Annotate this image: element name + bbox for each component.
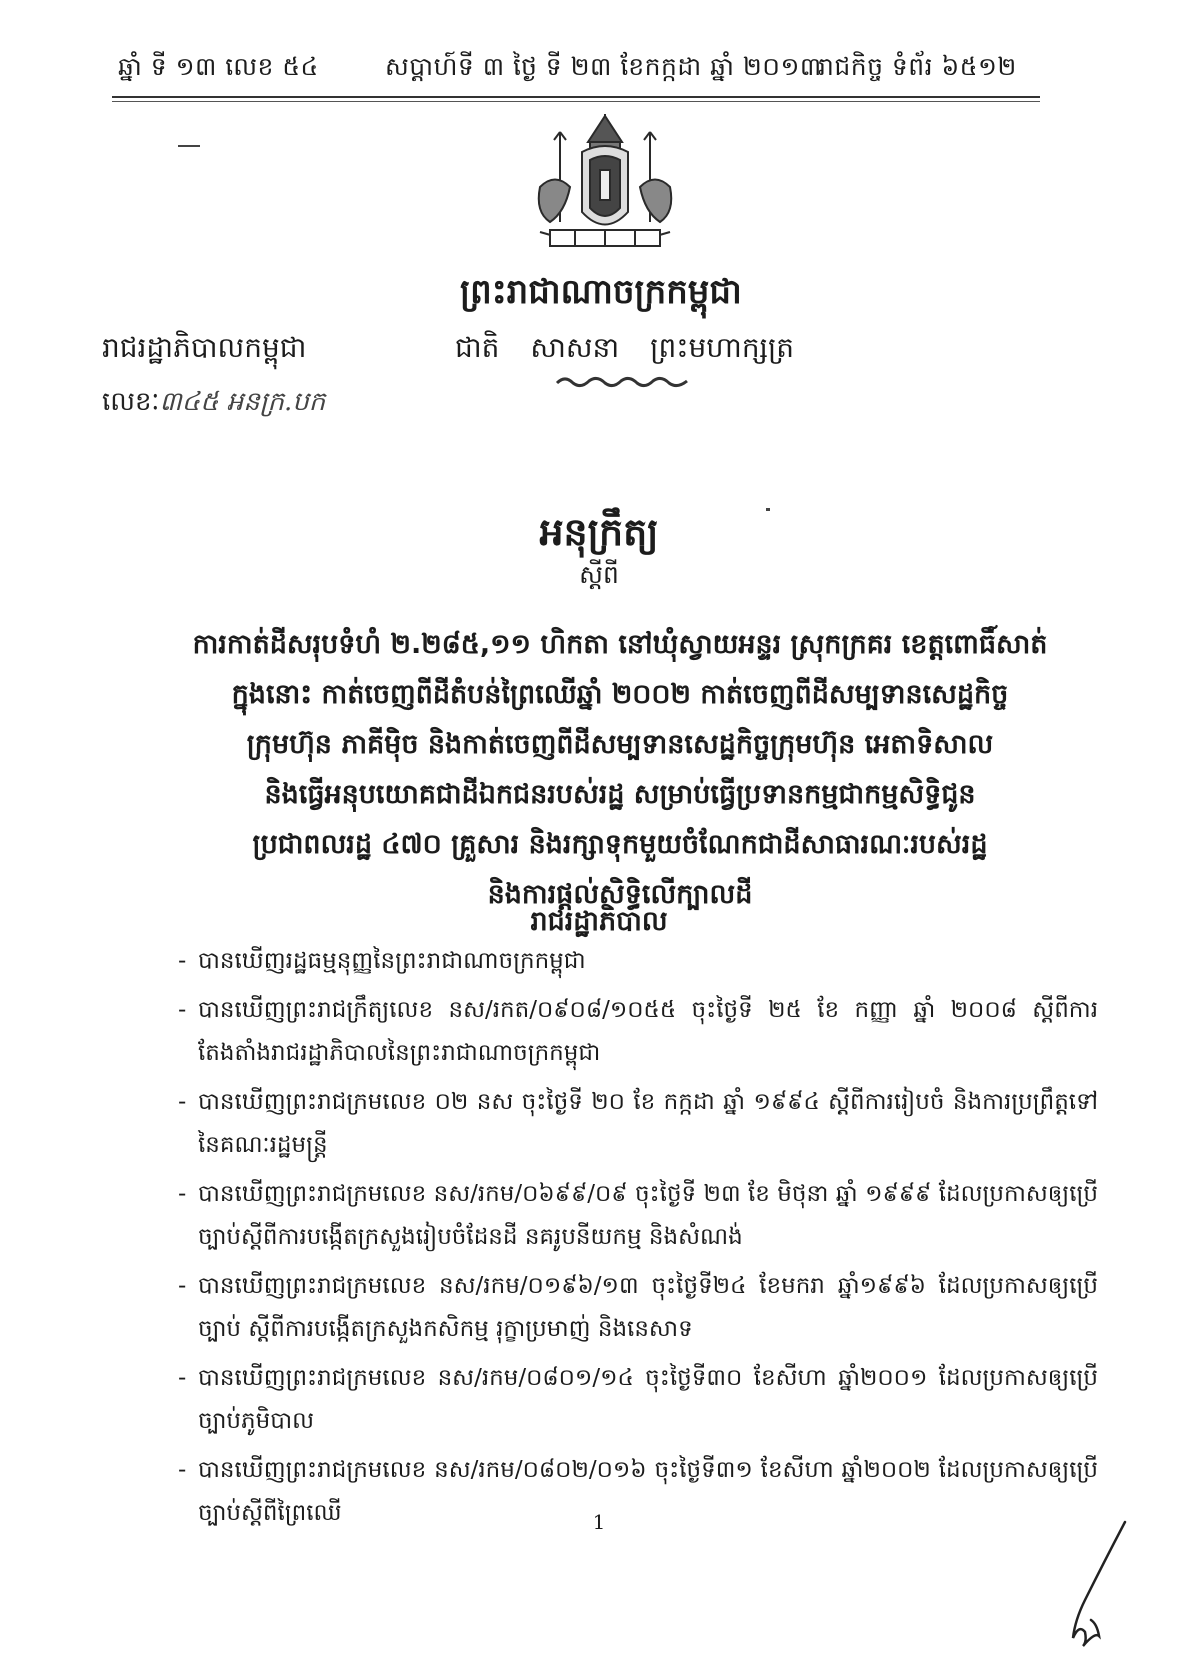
royal-government-heading: រាជរដ្ឋាភិបាល — [530, 906, 668, 937]
citation-text: បានឃើញព្រះរាជក្រឹត្យលេខ នស/រកត/០៩០៨/១០៥៥ ចុះថ្ងៃទី ២៥ ខែ កញ្ញា ឆ្នាំ ២០០៨ ស្តីពីការតែងតាំងរាជរដ្ឋាភិបាលនៃព្រះរាជាណាចក្រកម្ពុជា — [198, 997, 1098, 1066]
list-dash: - — [178, 1365, 187, 1391]
kingdom-title: ព្រះរាជាណាចក្រកម្ពុជា — [460, 272, 742, 312]
subject-line: និងការផ្តល់សិទ្ធិលើក្បាលដី — [487, 879, 753, 910]
citation-item — [178, 1265, 1098, 1351]
gazette-date: សប្តាហ៍ទី ៣ ថ្ងៃ ទី ២៣ ខែកក្កដា ឆ្នាំ ២០១៣ — [385, 52, 822, 81]
ornament-divider-icon — [555, 375, 690, 389]
list-dash: - — [178, 1273, 187, 1299]
page-number: 1 — [592, 1510, 606, 1534]
decree-number-handwritten: ៣៤៥ អនក្រ.បក — [159, 387, 326, 417]
about-label: ស្តីពី — [579, 560, 619, 589]
decree-number — [102, 385, 325, 423]
scan-speck — [766, 508, 770, 511]
citation-text: បានឃើញព្រះរាជក្រមលេខ នស/រកម/០៨០២/០១៦ ចុះថ្ងៃទី៣១ ខែសីហា ឆ្នាំ២០០២ ដែលប្រកាសឲ្យប្រើច្បាប់ស្តីពីព្រៃឈើ — [198, 1457, 1098, 1526]
citation-list — [178, 940, 1098, 1541]
list-dash: - — [178, 1457, 187, 1483]
citation-item — [178, 989, 1098, 1075]
signature-initials-icon — [1055, 1520, 1135, 1650]
national-motto: ជាតិ សាសនា ព្រះមហាក្សត្រ — [455, 331, 795, 364]
citation-item — [178, 1357, 1098, 1443]
gazette-page: រាជកិច្ច ទំព័រ ៦៥១២ — [818, 52, 1017, 81]
citation-text: បានឃើញព្រះរាជក្រមលេខ នស/រកម/០៨០១/១៤ ចុះថ្ងៃទី៣០ ខែសីហា ឆ្នាំ២០០១ ដែលប្រកាសឲ្យប្រើច្បាប់ភូមិបាល — [198, 1365, 1098, 1434]
header-rule-thin — [112, 101, 1040, 102]
issuing-government: រាជរដ្ឋាភិបាលកម្ពុជា — [102, 331, 307, 364]
citation-item — [178, 1081, 1098, 1167]
list-dash: - — [178, 1181, 187, 1207]
decree-subject — [170, 620, 1070, 920]
subject-line: ក្រុមហ៊ុន ភាគីម៉ិច និងកាត់ចេញពីដីសម្បទានសេដ្ឋកិច្ចក្រុមហ៊ុន អេតាទិសាល — [246, 729, 994, 760]
decree-number-label: លេខៈ — [102, 387, 160, 417]
citation-item — [178, 940, 1098, 983]
subject-line: ក្នុងនោះ កាត់ចេញពីដីតំបន់ព្រៃឈើឆ្នាំ ២០០២ កាត់ចេញពីដីសម្បទានសេដ្ឋកិច្ច — [231, 679, 1009, 710]
list-dash: - — [178, 997, 187, 1023]
citation-text: បានឃើញព្រះរាជក្រមលេខ នស/រកម/០១៩៦/១៣ ចុះថ្ងៃទី២៤ ខែមករា ឆ្នាំ១៩៩៦ ដែលប្រកាសឲ្យប្រើច្បាប់ ស្តីពីការបង្កើតក្រសួងកសិកម្ម រុក្ខាប្រមាញ់ និងនេសាទ — [198, 1273, 1098, 1342]
document-type: អនុក្រឹត្យ — [539, 510, 659, 554]
list-dash: - — [178, 948, 187, 974]
subject-line: ប្រជាពលរដ្ឋ ៤៧០ គ្រួសារ និងរក្សាទុកមួយចំណែកជាដីសាធារណៈរបស់រដ្ឋ — [252, 829, 988, 860]
header-rule — [112, 96, 1040, 98]
royal-coat-of-arms-icon — [520, 112, 690, 262]
subject-line: ការកាត់ដីសរុបទំហំ ២.២៨៥,១១ ហិកតា នៅឃុំស្វាយអន្ទរ ស្រុកក្រគរ ខេត្តពោធិ៍សាត់ — [192, 629, 1048, 660]
citation-text: បានឃើញព្រះរាជក្រមលេខ ០២ នស ចុះថ្ងៃទី ២០ ខែ កក្កដា ឆ្នាំ ១៩៩៤ ស្តីពីការរៀបចំ និងការប្រព្រឹត្តទៅនៃគណៈរដ្ឋមន្ត្រី — [198, 1089, 1098, 1158]
citation-text: បានឃើញព្រះរាជក្រមលេខ នស/រកម/០៦៩៩/០៩ ចុះថ្ងៃទី ២៣ ខែ មិថុនា ឆ្នាំ ១៩៩៩ ដែលប្រកាសឲ្យប្រើច្បាប់ស្តីពីការបង្កើតក្រសួងរៀបចំដែនដី នគរូបនីយកម្ម និងសំណង់ — [198, 1181, 1098, 1250]
list-dash: - — [178, 1089, 187, 1115]
citation-text: បានឃើញរដ្ឋធម្មនុញ្ញនៃព្រះរាជាណាចក្រកម្ពុជា — [198, 948, 586, 974]
gazette-volume: ឆ្នាំ ទី ១៣ លេខ ៥៤ — [118, 52, 319, 81]
scan-mark — [178, 145, 200, 147]
citation-item — [178, 1173, 1098, 1259]
subject-line: និងធ្វើអនុបយោគជាដីឯកជនរបស់រដ្ឋ សម្រាប់ធ្វើប្រទានកម្មជាកម្មសិទ្ធិជូន — [264, 779, 976, 810]
